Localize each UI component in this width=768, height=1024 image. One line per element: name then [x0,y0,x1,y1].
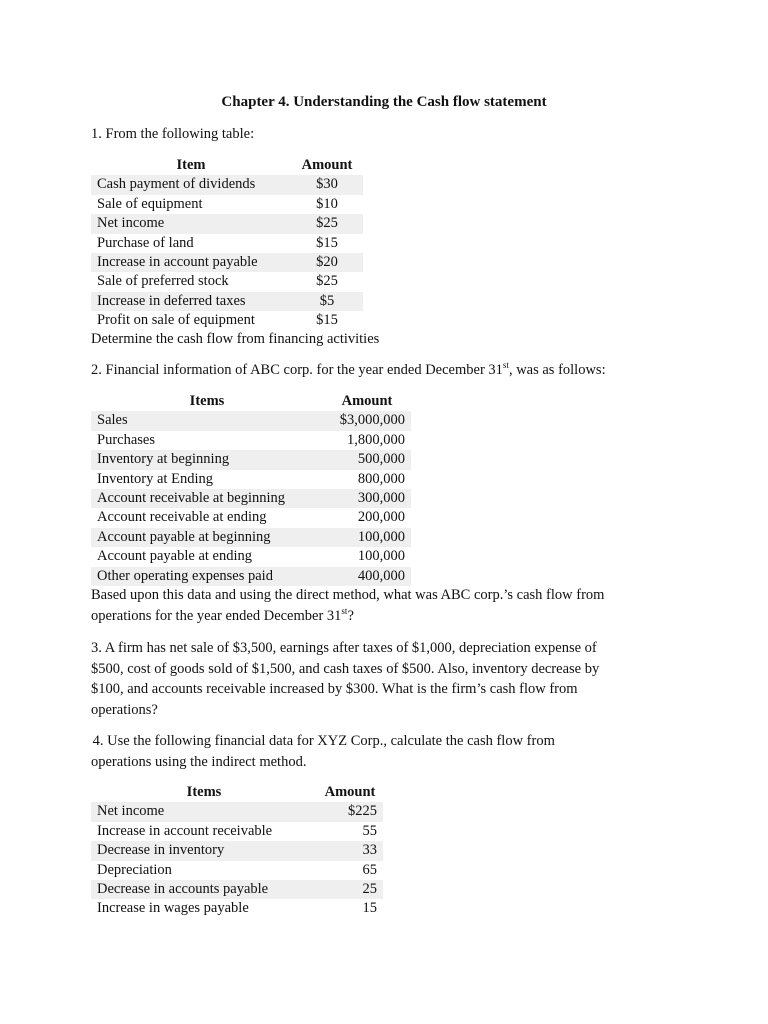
q2-item: Inventory at beginning [91,450,323,469]
table-row [91,899,383,918]
q1-table [91,156,363,331]
q2-question-line1: Based upon this data and using the direct method, what was ABC corp.’s cash flow from [91,587,605,603]
q2-amount: 100,000 [323,528,411,547]
table-row [91,880,383,899]
q2-question-tail: ? [347,608,354,624]
table-row [91,214,363,233]
q1-amount: $30 [291,175,363,194]
q2-amount: 100,000 [357,548,405,565]
table-row [91,292,363,311]
table-row [91,822,383,841]
q1-intro: 1. From the following table: [91,126,255,142]
q4-amount: $225 [317,802,383,821]
table-row [91,841,383,860]
q2-item: Account receivable at ending [97,509,267,526]
table-row [91,195,363,214]
table-row [91,567,411,586]
page-title: Chapter 4. Understanding the Cash flow statement [221,94,547,110]
table-row [91,450,411,469]
table-row [91,861,383,880]
q2-intro-text: 2. Financial information of ABC corp. for the year ended December 31 [91,362,503,378]
q1-item: Profit on sale of equipment [97,312,255,329]
table-row [91,528,411,547]
q1-item: Cash payment of dividends [91,175,291,194]
q2-item: Purchases [97,431,155,448]
q1-item: Increase in account payable [91,253,291,272]
q2-amount: 800,000 [357,470,405,487]
q4-item: Decrease in inventory [91,841,317,860]
q4-line: 4. Use the following financial data for XYZ Corp., calculate the cash flow from [89,733,555,749]
q2-header-amount: Amount [341,393,393,409]
q4-item: Depreciation [97,861,172,878]
table-row [91,802,383,821]
q2-question-sup: st [341,606,348,617]
q1-amount: $25 [316,273,338,290]
q1-amount: $5 [291,292,363,311]
q2-item: Account payable at ending [97,548,253,565]
q1-item: Net income [91,214,291,233]
q2-header-item: Items [189,393,225,409]
q2-table [91,392,411,586]
table-row [91,175,363,194]
q4-item: Decrease in accounts payable [91,880,317,899]
q3-line: $100, and accounts receivable increased by $300. What is the firm’s cash flow from [91,681,578,697]
q4-amount: 33 [317,841,383,860]
q1-item: Purchase of land [97,234,194,251]
table-row [91,431,411,450]
q1-item: Increase in deferred taxes [91,292,291,311]
q2-intro-sup: st [502,360,509,371]
q2-item: Sales [91,411,323,430]
table-row [91,411,411,430]
q2-item: Other operating expenses paid [91,567,323,586]
table-row [91,508,411,527]
table-row [91,547,411,566]
q4-item: Net income [91,802,317,821]
q4-item: Increase in account receivable [97,822,273,839]
table-row [91,253,363,272]
q2-item: Inventory at Ending [97,470,213,487]
q4-amount: 55 [362,822,377,839]
q4-header-item: Items [186,784,222,800]
q1-amount: $25 [291,214,363,233]
q2-intro [91,360,606,380]
q2-question-line2 [91,606,354,626]
q1-question: Determine the cash flow from financing activities [91,331,380,347]
table-row [91,311,363,330]
q4-amount: 15 [362,900,377,917]
q2-question-text: operations for the year ended December 31 [91,608,342,624]
q2-amount: 300,000 [323,489,411,508]
table-row [91,234,363,253]
q2-amount: 400,000 [323,567,411,586]
q4-table [91,783,383,919]
q2-item: Account receivable at beginning [91,489,323,508]
q2-amount: 1,800,000 [347,431,405,448]
q4-line: operations using the indirect method. [91,754,307,770]
q1-item: Sale of equipment [97,195,203,212]
q3-line: operations? [91,702,158,718]
q2-amount: 200,000 [357,509,405,526]
q4-amount: 65 [362,861,377,878]
q4-item: Increase in wages payable [97,900,249,917]
q1-item: Sale of preferred stock [97,273,229,290]
q3-line: 3. A firm has net sale of $3,500, earnings after taxes of $1,000, depreciation expense of [91,640,597,656]
q2-amount: $3,000,000 [323,411,411,430]
q4-header-amount: Amount [324,784,376,800]
q1-header-item: Item [176,157,206,173]
q2-amount: 500,000 [323,450,411,469]
q1-amount: $15 [316,234,338,251]
q4-amount: 25 [317,880,383,899]
q3-line: $500, cost of goods sold of $1,500, and cash taxes of $500. Also, inventory decrease by [91,661,600,677]
q1-header-amount: Amount [301,157,353,173]
q2-intro-tail: , was as follows: [508,362,606,378]
q1-amount: $10 [316,195,338,212]
table-row [91,489,411,508]
table-row [91,470,411,489]
q1-amount: $20 [291,253,363,272]
table-row [91,272,363,291]
q2-item: Account payable at beginning [91,528,323,547]
q1-amount: $15 [316,312,338,329]
